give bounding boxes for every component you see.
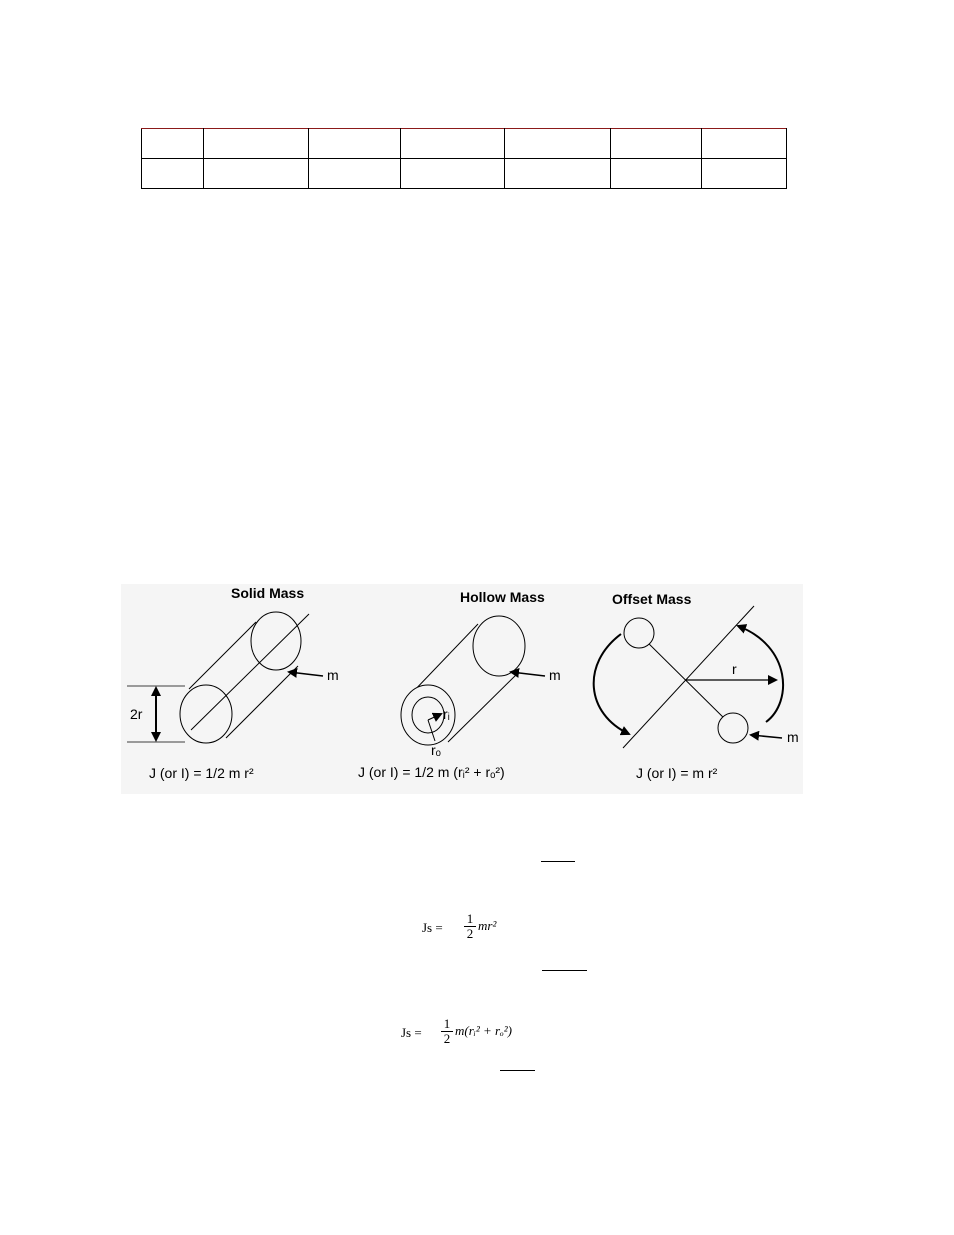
fraction-denominator: 2	[466, 926, 474, 941]
underline-3	[500, 1070, 535, 1071]
equation-fraction	[464, 912, 476, 941]
table-cell	[204, 159, 309, 189]
empty-table	[141, 128, 787, 189]
table-cell	[702, 129, 787, 159]
table-cell	[611, 159, 702, 189]
table-row	[142, 129, 787, 159]
table-cell	[309, 159, 401, 189]
underline-2	[542, 970, 587, 971]
table-cell	[204, 129, 309, 159]
equation-rhs: m(rᵢ² + rₒ²)	[455, 1023, 513, 1038]
hollow-mass-m-label: m	[549, 667, 561, 683]
solid-mass-2r-label: 2r	[130, 706, 143, 722]
hollow-mass-ro-label: rₒ	[431, 742, 441, 758]
table-cell	[611, 129, 702, 159]
table-cell	[142, 159, 204, 189]
table-cell	[401, 159, 505, 189]
table-row	[142, 159, 787, 189]
equation-fraction	[441, 1017, 453, 1046]
solid-mass-title: Solid Mass	[231, 585, 305, 601]
table-cell	[702, 159, 787, 189]
offset-mass-r-label: r	[732, 661, 737, 677]
offset-mass-m-label: m	[787, 729, 799, 745]
hollow-inertia-equation	[401, 1017, 541, 1051]
table-cell	[142, 129, 204, 159]
offset-mass-diagram	[594, 591, 799, 781]
table-cell	[309, 129, 401, 159]
offset-mass-title: Offset Mass	[612, 591, 692, 607]
table-cell	[505, 129, 611, 159]
table-cell	[505, 159, 611, 189]
solid-mass-m-label: m	[327, 667, 339, 683]
equation-lhs: Js =	[401, 1025, 422, 1040]
equation-lhs: Js =	[422, 920, 443, 935]
hollow-mass-diagram	[358, 589, 561, 780]
underline-1	[541, 861, 575, 862]
table-cell	[401, 129, 505, 159]
solid-mass-formula: J (or I) = 1/2 m r²	[149, 765, 254, 781]
solid-mass-diagram	[127, 585, 339, 781]
inertia-figure	[121, 584, 803, 794]
equation-rhs: mr²	[478, 918, 497, 933]
hollow-mass-formula: J (or I) = 1/2 m (rᵢ² + rₒ²)	[358, 764, 505, 780]
fraction-numerator: 1	[464, 912, 476, 927]
fraction-numerator: 1	[441, 1017, 453, 1032]
fraction-denominator: 2	[443, 1031, 451, 1046]
hollow-mass-ri-label: rᵢ	[443, 706, 450, 722]
solid-inertia-equation	[420, 912, 530, 946]
offset-mass-formula: J (or I) = m r²	[636, 765, 718, 781]
hollow-mass-title: Hollow Mass	[460, 589, 545, 605]
